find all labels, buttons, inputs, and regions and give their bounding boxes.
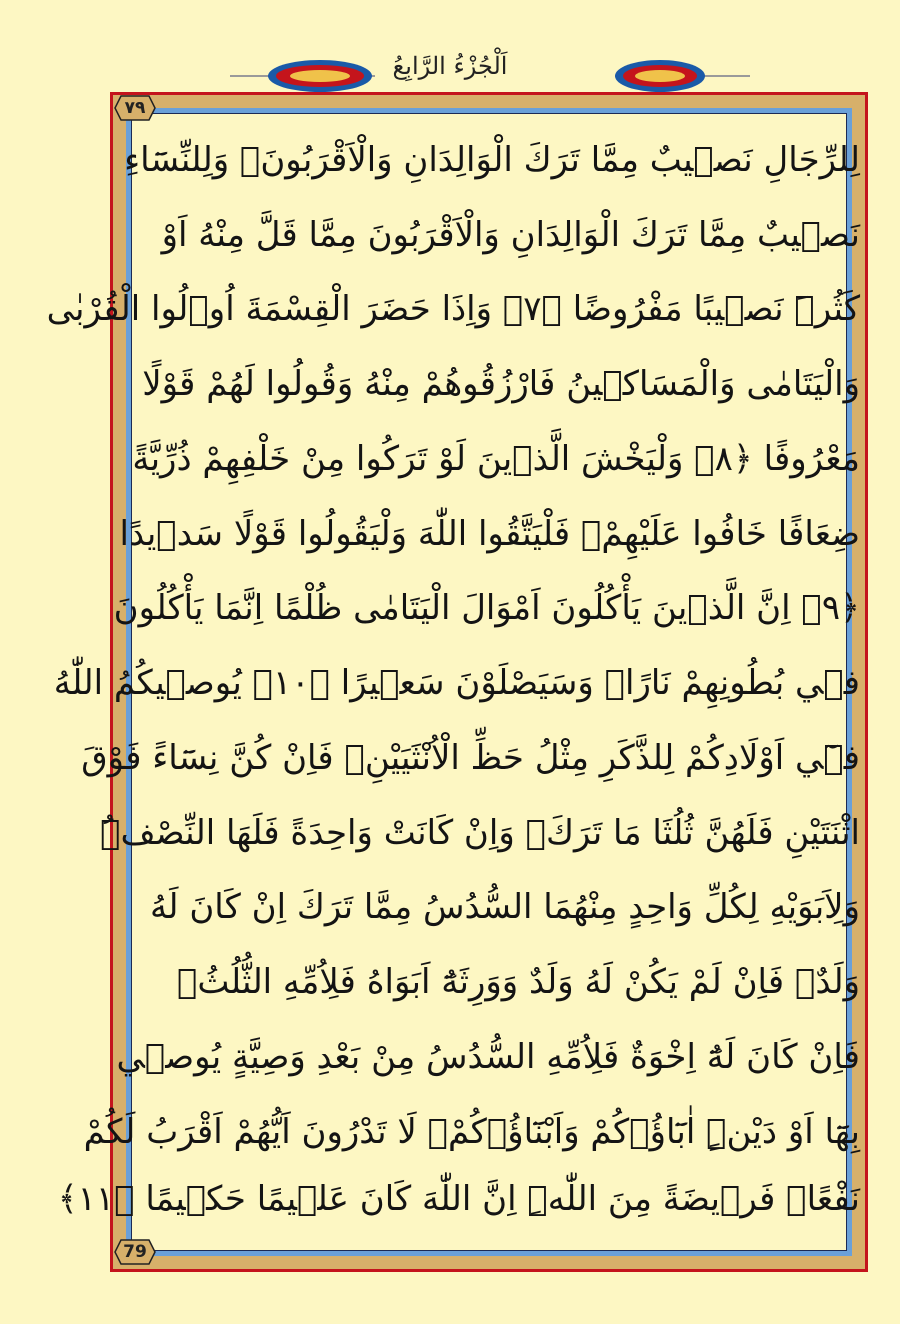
- verse-line: اثْنَتَيْنِ فَلَهُنَّ ثُلُثَا مَا تَرَكَۚ وَاِنْ كَانَتْ وَاحِدَةً فَلَهَا النِّصْفُۜ: [100, 813, 860, 853]
- verse-line: وَالْيَتَامٰى وَالْمَسَاك۪ينُ فَارْزُقُوهُمْ مِنْهُ وَقُولُوا لَهُمْ قَوْلًا: [142, 364, 860, 404]
- page-number-bottom: 79: [113, 1238, 157, 1266]
- right-ornament-icon: [615, 56, 750, 96]
- verse-line: لِلرِّجَالِ نَص۪يبٌ مِمَّا تَرَكَ الْوَالِدَانِ وَالْاَقْرَبُونَۖ وَلِلنِّسَٓاءِ: [124, 140, 860, 180]
- juz-title: اَلْجُزْءُ الرَّابِعُ: [392, 52, 508, 80]
- verse-line: وَلَدٌۚ فَاِنْ لَمْ يَكُنْ لَهُ وَلَدٌ وَوَرِثَهُٓ اَبَوَاهُ فَلِاُمِّهِ الثُّلُثُۚ: [177, 962, 860, 1002]
- page-number-top: ٧٩: [113, 94, 157, 122]
- verse-line: ﴿٩﴾ اِنَّ الَّذ۪ينَ يَأْكُلُونَ اَمْوَالَ الْيَتَامٰى ظُلْمًا اِنَّمَا يَأْكُلُونَ: [113, 588, 860, 628]
- verse-line: ف۪ٓي اَوْلَادِكُمْ لِلذَّكَرِ مِثْلُ حَظِّ الْاُنْثَيَيْنِۚ فَاِنْ كُنَّ نِسَٓاءً فَوْقَ: [81, 738, 860, 778]
- verse-line: ف۪ي بُطُونِهِمْ نَارًاۜ وَسَيَصْلَوْنَ سَع۪يرًا ﴿١٠﴾ يُوص۪يكُمُ اللّٰهُ: [53, 663, 860, 703]
- left-ornament-icon: [230, 56, 375, 96]
- verse-line: كَثُرَۜ نَص۪يبًا مَفْرُوضًا ﴿٧﴾ وَاِذَا حَضَرَ الْقِسْمَةَ اُو۬لُوا الْقُرْبٰى: [46, 289, 860, 329]
- verse-line: بِهَٓا اَوْ دَيْنٍۜ اٰبَٓاؤُ۬كُمْ وَاَبْنَٓاؤُ۬كُمْۚ لَا تَدْرُونَ اَيُّهُمْ اَقْرَبُ لَكُمْ: [83, 1112, 860, 1152]
- verse-line: وَلِاَبَوَيْهِ لِكُلِّ وَاحِدٍ مِنْهُمَا السُّدُسُ مِمَّا تَرَكَ اِنْ كَانَ لَهُ: [149, 887, 860, 927]
- verse-line: ضِعَافًا خَافُوا عَلَيْهِمْۖ فَلْيَتَّقُوا اللّٰهَ وَلْيَقُولُوا قَوْلًا سَد۪يدًا: [119, 514, 860, 554]
- juz-header: [0, 0, 900, 100]
- verse-line: فَاِنْ كَانَ لَهُٓ اِخْوَةٌ فَلِاُمِّهِ السُّدُسُ مِنْ بَعْدِ وَصِيَّةٍ يُوص۪ي: [116, 1037, 860, 1077]
- verse-line: نَص۪يبٌ مِمَّا تَرَكَ الْوَالِدَانِ وَالْاَقْرَبُونَ مِمَّا قَلَّ مِنْهُ اَوْ: [161, 215, 860, 255]
- verse-line: نَفْعًاۚ فَر۪يضَةً مِنَ اللّٰهِۜ اِنَّ اللّٰهَ كَانَ عَل۪يمًا حَك۪يمًا ﴿١١﴾: [57, 1179, 860, 1219]
- verse-line: مَعْرُوفًا ﴿٨﴾ وَلْيَخْشَ الَّذ۪ينَ لَوْ تَرَكُوا مِنْ خَلْفِهِمْ ذُرِّيَّةً: [132, 439, 860, 479]
